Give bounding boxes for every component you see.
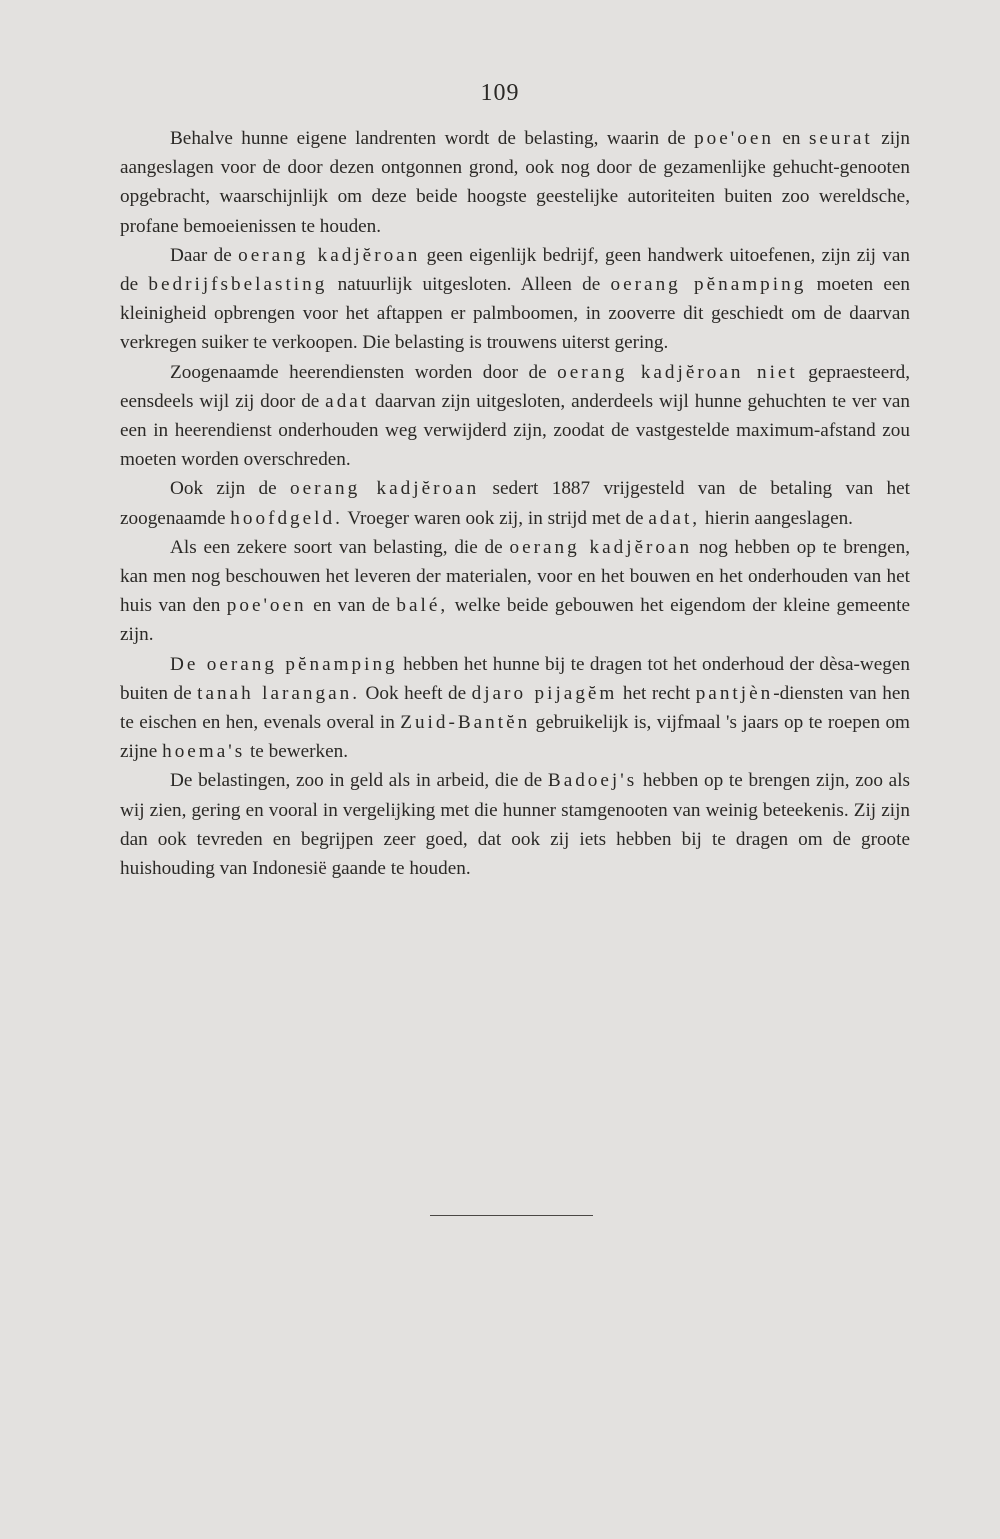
text-run: te bewerken.	[245, 741, 348, 763]
spaced-term: adat,	[648, 507, 701, 529]
text-run: hierin aangeslagen.	[700, 507, 853, 529]
text-run: welke beide gebouwen het eigendom der kleine gemeente zijn.	[120, 595, 910, 646]
text-run: hebben op te brengen zijn, zoo als wij zien, gering en vooral in vergelijking met die hunner stamgenooten van weinig beteekenis. Zij zijn dan ook tevreden en begrijpen zeer goed, dat ook zij iets hebben bij te dragen om de groote huishouding van Indonesië gaande te houden.	[120, 770, 910, 880]
spaced-term: Zuid-Bantĕn	[400, 712, 531, 734]
text-run: moeten een kleinigheid opbrengen voor het aftappen er palmboomen, in zooverre dit geschiedt om de daarvan verkregen suiker te verkoopen. Die belasting is trouwens uiterst gering.	[120, 274, 910, 354]
paragraph	[120, 474, 910, 532]
text-run: gebruikelijk is, vijfmaal 's jaars op te roepen om zijne	[120, 712, 910, 763]
spaced-term: De oerang pĕnamping	[170, 653, 398, 675]
spaced-term: djaro pijagĕm	[471, 682, 618, 704]
text-run: nog hebben op te brengen, kan men nog beschouwen het leveren der materialen, voor en het bouwen en het onderhouden van het huis van den	[120, 536, 910, 617]
spaced-term: balé,	[396, 595, 449, 617]
spaced-term: adat	[325, 390, 370, 412]
text-run: en van de	[306, 595, 397, 617]
end-rule	[430, 1215, 593, 1216]
paragraph	[120, 241, 910, 358]
text-run: -diensten van hen te eischen en hen, evenals overal in	[120, 682, 910, 734]
spaced-term: pantjèn	[695, 682, 774, 704]
text-run: Ook zijn de	[170, 478, 290, 500]
text-run: Daar de	[170, 244, 239, 266]
text-run: Ook heeft de	[360, 682, 472, 704]
spaced-term: oerang kadjĕroan	[238, 244, 421, 266]
spaced-term: oerang pĕnamping	[610, 274, 807, 296]
text-run: gepraesteerd, eensdeels wijl zij door de	[120, 361, 910, 412]
spaced-term: oerang kadjĕroan	[509, 536, 693, 558]
spaced-term: tanah larangan.	[197, 682, 361, 704]
spaced-term: bedrijfsbelasting	[148, 274, 328, 296]
text-run: natuurlijk uitgesloten. Alleen de	[327, 274, 611, 296]
text-run: Vroeger waren ook zij, in strijd met de	[342, 507, 649, 529]
text-run: Behalve hunne eigene landrenten wordt de belasting, waarin de	[170, 128, 695, 149]
spaced-term: poe'oen	[226, 595, 307, 617]
page-number: 109	[480, 80, 520, 106]
spaced-term: poe'oen	[694, 128, 774, 149]
text-run: Zoogenaamde heerendiensten worden door de	[170, 361, 558, 383]
body-text	[120, 124, 910, 883]
text-run: zijn aangeslagen voor de door dezen ontgonnen grond, ook nog door de gezamenlijke gehucht-genooten opgebracht, waarschijnlijk om deze beide hoogste geestelijke autoriteiten buiten zoo wereldsche, profane bemoeienissen te houden.	[120, 128, 910, 237]
text-run: sedert 1887 vrijgesteld van de betaling van het zoogenaamde	[120, 478, 910, 529]
spaced-term: hoema's	[162, 741, 246, 763]
text-run: hebben het hunne bij te dragen tot het onderhoud der dèsa-wegen buiten de	[120, 653, 910, 704]
spaced-term: Badoej's	[547, 770, 638, 792]
spaced-term: hoofdgeld.	[230, 507, 343, 529]
text-run: geen eigenlijk bedrijf, geen handwerk uitoefenen, zijn zij van de	[120, 244, 911, 296]
paragraph	[120, 766, 910, 883]
spaced-term: seurat	[808, 128, 873, 149]
text-run: het recht	[617, 682, 696, 704]
paragraph	[120, 358, 910, 475]
text-run: Als een zekere soort van belasting, die de	[170, 536, 510, 558]
text-run: en	[773, 128, 809, 149]
paragraph	[120, 650, 910, 767]
paragraph	[120, 533, 910, 650]
spaced-term: oerang kadjĕroan	[290, 478, 480, 500]
text-run: De belastingen, zoo in geld als in arbeid, die de	[170, 770, 548, 792]
paragraph	[120, 124, 910, 241]
text-run: daarvan zijn uitgesloten, anderdeels wijl hunne gehuchten te ver van een in heerendienst onderhouden weg verwijderd zijn, zoodat de vastgestelde maximum-afstand zou moeten worden overschreden.	[120, 390, 910, 471]
spaced-term: oerang kadjĕroan niet	[557, 361, 798, 383]
